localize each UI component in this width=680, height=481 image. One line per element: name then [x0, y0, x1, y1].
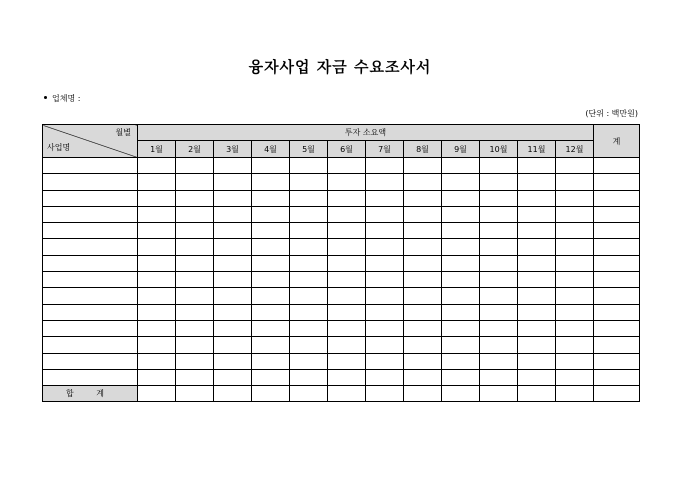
- month-amount-cell[interactable]: [290, 353, 328, 369]
- month-amount-cell[interactable]: [518, 337, 556, 353]
- company-name-line: [44, 93, 80, 104]
- month-amount-cell[interactable]: [176, 255, 214, 271]
- month-amount-cell[interactable]: [328, 206, 366, 222]
- month-amount-cell[interactable]: [366, 369, 404, 385]
- month-amount-cell[interactable]: [138, 255, 176, 271]
- month-amount-cell[interactable]: [556, 320, 594, 336]
- month-amount-cell[interactable]: [518, 223, 556, 239]
- month-amount-cell[interactable]: [138, 272, 176, 288]
- month-amount-cell[interactable]: [290, 320, 328, 336]
- month-amount-cell[interactable]: [480, 369, 518, 385]
- month-amount-cell[interactable]: [404, 304, 442, 320]
- month-amount-cell[interactable]: [214, 320, 252, 336]
- month-amount-cell[interactable]: [480, 255, 518, 271]
- month-amount-cell[interactable]: [480, 304, 518, 320]
- project-name-cell[interactable]: [43, 304, 138, 320]
- month-amount-cell[interactable]: [252, 288, 290, 304]
- row-sum-cell[interactable]: [594, 158, 640, 174]
- total-row-label: 합 계: [43, 386, 138, 402]
- month-amount-cell[interactable]: [556, 337, 594, 353]
- month-amount-cell[interactable]: [252, 272, 290, 288]
- row-sum-cell[interactable]: [594, 304, 640, 320]
- month-amount-cell[interactable]: [252, 190, 290, 206]
- month-amount-cell[interactable]: [480, 223, 518, 239]
- month-amount-cell[interactable]: [404, 369, 442, 385]
- month-amount-cell[interactable]: [556, 190, 594, 206]
- month-header-5: 5월: [290, 141, 328, 158]
- month-amount-cell[interactable]: [328, 158, 366, 174]
- row-sum-cell[interactable]: [594, 190, 640, 206]
- month-amount-cell[interactable]: [556, 304, 594, 320]
- month-amount-cell[interactable]: [404, 288, 442, 304]
- month-total-cell[interactable]: [556, 386, 594, 402]
- month-amount-cell[interactable]: [214, 239, 252, 255]
- month-amount-cell[interactable]: [328, 288, 366, 304]
- month-header-8: 8월: [404, 141, 442, 158]
- grand-total-cell[interactable]: [594, 386, 640, 402]
- month-amount-cell[interactable]: [404, 239, 442, 255]
- month-amount-cell[interactable]: [328, 223, 366, 239]
- month-amount-cell[interactable]: [556, 158, 594, 174]
- month-amount-cell[interactable]: [328, 337, 366, 353]
- project-name-cell[interactable]: [43, 369, 138, 385]
- month-amount-cell[interactable]: [518, 369, 556, 385]
- project-name-cell[interactable]: [43, 272, 138, 288]
- month-amount-cell[interactable]: [328, 239, 366, 255]
- month-amount-cell[interactable]: [442, 353, 480, 369]
- month-amount-cell[interactable]: [442, 206, 480, 222]
- month-amount-cell[interactable]: [252, 255, 290, 271]
- month-total-cell[interactable]: [290, 386, 328, 402]
- month-amount-cell[interactable]: [442, 288, 480, 304]
- month-amount-cell[interactable]: [138, 223, 176, 239]
- month-amount-cell[interactable]: [214, 304, 252, 320]
- total-row: [43, 386, 640, 402]
- month-amount-cell[interactable]: [214, 255, 252, 271]
- demand-survey-table: [42, 124, 640, 402]
- month-amount-cell[interactable]: [366, 223, 404, 239]
- month-header-6: 6월: [328, 141, 366, 158]
- month-amount-cell[interactable]: [328, 255, 366, 271]
- month-amount-cell[interactable]: [214, 223, 252, 239]
- month-amount-cell[interactable]: [138, 337, 176, 353]
- month-total-cell[interactable]: [176, 386, 214, 402]
- month-amount-cell[interactable]: [252, 239, 290, 255]
- month-amount-cell[interactable]: [176, 223, 214, 239]
- sum-column-header: 계: [594, 125, 640, 158]
- month-amount-cell[interactable]: [176, 272, 214, 288]
- month-amount-cell[interactable]: [328, 190, 366, 206]
- month-amount-cell[interactable]: [252, 337, 290, 353]
- month-amount-cell[interactable]: [138, 190, 176, 206]
- month-amount-cell[interactable]: [290, 369, 328, 385]
- month-amount-cell[interactable]: [290, 239, 328, 255]
- month-amount-cell[interactable]: [366, 158, 404, 174]
- month-amount-cell[interactable]: [176, 190, 214, 206]
- month-amount-cell[interactable]: [556, 288, 594, 304]
- month-total-cell[interactable]: [480, 386, 518, 402]
- month-amount-cell[interactable]: [214, 272, 252, 288]
- month-amount-cell[interactable]: [442, 337, 480, 353]
- month-amount-cell[interactable]: [176, 288, 214, 304]
- month-amount-cell[interactable]: [252, 223, 290, 239]
- month-total-cell[interactable]: [214, 386, 252, 402]
- row-sum-cell[interactable]: [594, 272, 640, 288]
- bullet-icon: [44, 96, 47, 99]
- table-row: [43, 158, 640, 174]
- month-amount-cell[interactable]: [442, 190, 480, 206]
- month-amount-cell[interactable]: [214, 288, 252, 304]
- project-name-header: 사업명: [47, 143, 71, 152]
- project-name-cell[interactable]: [43, 206, 138, 222]
- month-amount-cell[interactable]: [404, 223, 442, 239]
- month-amount-cell[interactable]: [328, 320, 366, 336]
- month-amount-cell[interactable]: [366, 239, 404, 255]
- month-amount-cell[interactable]: [138, 288, 176, 304]
- month-header-11: 11월: [518, 141, 556, 158]
- month-amount-cell[interactable]: [480, 158, 518, 174]
- month-total-cell[interactable]: [328, 386, 366, 402]
- table-row: [43, 353, 640, 369]
- month-amount-cell[interactable]: [518, 174, 556, 190]
- month-amount-cell[interactable]: [556, 239, 594, 255]
- month-amount-cell[interactable]: [290, 255, 328, 271]
- row-sum-cell[interactable]: [594, 337, 640, 353]
- table-row: [43, 255, 640, 271]
- month-amount-cell[interactable]: [290, 223, 328, 239]
- month-total-cell[interactable]: [518, 386, 556, 402]
- month-amount-cell[interactable]: [556, 272, 594, 288]
- project-name-cell[interactable]: [43, 337, 138, 353]
- unit-label: (단위 : 백만원): [585, 109, 638, 118]
- month-amount-cell[interactable]: [214, 174, 252, 190]
- month-amount-cell[interactable]: [290, 174, 328, 190]
- month-amount-cell[interactable]: [252, 206, 290, 222]
- month-amount-cell[interactable]: [480, 272, 518, 288]
- month-amount-cell[interactable]: [176, 353, 214, 369]
- row-sum-cell[interactable]: [594, 174, 640, 190]
- month-amount-cell[interactable]: [176, 369, 214, 385]
- month-amount-cell[interactable]: [556, 174, 594, 190]
- month-amount-cell[interactable]: [366, 304, 404, 320]
- project-name-cell[interactable]: [43, 174, 138, 190]
- month-amount-cell[interactable]: [518, 272, 556, 288]
- month-header-2: 2월: [176, 141, 214, 158]
- month-amount-cell[interactable]: [252, 369, 290, 385]
- table-row: [43, 174, 640, 190]
- month-amount-cell[interactable]: [442, 272, 480, 288]
- table-row: [43, 337, 640, 353]
- month-amount-cell[interactable]: [214, 158, 252, 174]
- project-name-cell[interactable]: [43, 255, 138, 271]
- month-amount-cell[interactable]: [442, 158, 480, 174]
- month-amount-cell[interactable]: [366, 272, 404, 288]
- month-amount-cell[interactable]: [176, 239, 214, 255]
- table-row: [43, 272, 640, 288]
- row-sum-cell[interactable]: [594, 255, 640, 271]
- row-sum-cell[interactable]: [594, 353, 640, 369]
- project-name-cell[interactable]: [43, 223, 138, 239]
- month-amount-cell[interactable]: [176, 304, 214, 320]
- month-amount-cell[interactable]: [404, 320, 442, 336]
- month-amount-cell[interactable]: [480, 288, 518, 304]
- month-amount-cell[interactable]: [556, 255, 594, 271]
- month-amount-cell[interactable]: [480, 337, 518, 353]
- month-amount-cell[interactable]: [480, 320, 518, 336]
- month-amount-cell[interactable]: [366, 337, 404, 353]
- month-amount-cell[interactable]: [442, 223, 480, 239]
- month-amount-cell[interactable]: [290, 288, 328, 304]
- month-amount-cell[interactable]: [480, 206, 518, 222]
- month-amount-cell[interactable]: [480, 174, 518, 190]
- month-amount-cell[interactable]: [556, 369, 594, 385]
- month-amount-cell[interactable]: [328, 174, 366, 190]
- month-amount-cell[interactable]: [518, 190, 556, 206]
- month-total-cell[interactable]: [404, 386, 442, 402]
- month-amount-cell[interactable]: [556, 353, 594, 369]
- month-amount-cell[interactable]: [176, 320, 214, 336]
- month-total-cell[interactable]: [366, 386, 404, 402]
- month-header-9: 9월: [442, 141, 480, 158]
- month-amount-cell[interactable]: [138, 174, 176, 190]
- month-header-4: 4월: [252, 141, 290, 158]
- month-amount-cell[interactable]: [252, 158, 290, 174]
- investment-amount-header: 투자 소요액: [138, 125, 594, 141]
- month-amount-cell[interactable]: [214, 369, 252, 385]
- month-amount-cell[interactable]: [138, 239, 176, 255]
- month-amount-cell[interactable]: [176, 206, 214, 222]
- table-row: [43, 239, 640, 255]
- month-amount-cell[interactable]: [518, 255, 556, 271]
- month-amount-cell[interactable]: [214, 206, 252, 222]
- month-amount-cell[interactable]: [404, 272, 442, 288]
- month-amount-cell[interactable]: [366, 206, 404, 222]
- month-amount-cell[interactable]: [480, 239, 518, 255]
- table-row: [43, 304, 640, 320]
- month-amount-cell[interactable]: [214, 337, 252, 353]
- month-amount-cell[interactable]: [404, 337, 442, 353]
- company-name-label: 업체명 :: [52, 94, 81, 103]
- month-amount-cell[interactable]: [366, 320, 404, 336]
- table-row: [43, 206, 640, 222]
- month-header-7: 7월: [366, 141, 404, 158]
- project-name-cell[interactable]: [43, 190, 138, 206]
- month-amount-cell[interactable]: [328, 369, 366, 385]
- month-amount-cell[interactable]: [252, 304, 290, 320]
- month-amount-cell[interactable]: [518, 288, 556, 304]
- month-amount-cell[interactable]: [518, 304, 556, 320]
- table-row: [43, 288, 640, 304]
- row-sum-cell[interactable]: [594, 206, 640, 222]
- month-amount-cell[interactable]: [214, 353, 252, 369]
- month-amount-cell[interactable]: [404, 255, 442, 271]
- month-amount-cell[interactable]: [176, 158, 214, 174]
- month-amount-cell[interactable]: [138, 369, 176, 385]
- month-amount-cell[interactable]: [442, 369, 480, 385]
- month-amount-cell[interactable]: [290, 206, 328, 222]
- month-amount-cell[interactable]: [366, 190, 404, 206]
- month-header-10: 10월: [480, 141, 518, 158]
- document-title: 융자사업 자금 수요조사서: [248, 58, 432, 76]
- row-sum-cell[interactable]: [594, 223, 640, 239]
- month-amount-cell[interactable]: [176, 337, 214, 353]
- table-row: [43, 369, 640, 385]
- table-row: [43, 190, 640, 206]
- month-amount-cell[interactable]: [138, 304, 176, 320]
- diagonal-header-cell: [43, 125, 138, 158]
- month-amount-cell[interactable]: [442, 255, 480, 271]
- month-amount-cell[interactable]: [518, 353, 556, 369]
- row-sum-cell[interactable]: [594, 288, 640, 304]
- month-amount-cell[interactable]: [366, 174, 404, 190]
- month-amount-cell[interactable]: [366, 255, 404, 271]
- month-amount-cell[interactable]: [518, 158, 556, 174]
- month-amount-cell[interactable]: [404, 158, 442, 174]
- month-amount-cell[interactable]: [442, 239, 480, 255]
- month-header-3: 3월: [214, 141, 252, 158]
- row-sum-cell[interactable]: [594, 369, 640, 385]
- project-name-cell[interactable]: [43, 239, 138, 255]
- month-amount-cell[interactable]: [556, 206, 594, 222]
- month-total-cell[interactable]: [138, 386, 176, 402]
- month-amount-cell[interactable]: [252, 320, 290, 336]
- month-amount-cell[interactable]: [138, 353, 176, 369]
- project-name-cell[interactable]: [43, 320, 138, 336]
- month-total-cell[interactable]: [252, 386, 290, 402]
- month-amount-cell[interactable]: [290, 190, 328, 206]
- month-amount-cell[interactable]: [328, 353, 366, 369]
- month-amount-cell[interactable]: [290, 158, 328, 174]
- month-amount-cell[interactable]: [404, 190, 442, 206]
- month-amount-cell[interactable]: [290, 272, 328, 288]
- month-amount-cell[interactable]: [290, 337, 328, 353]
- month-amount-cell[interactable]: [442, 320, 480, 336]
- month-amount-cell[interactable]: [480, 353, 518, 369]
- month-amount-cell[interactable]: [518, 239, 556, 255]
- row-sum-cell[interactable]: [594, 320, 640, 336]
- month-amount-cell[interactable]: [404, 174, 442, 190]
- month-total-cell[interactable]: [442, 386, 480, 402]
- month-amount-cell[interactable]: [404, 206, 442, 222]
- month-amount-cell[interactable]: [252, 174, 290, 190]
- month-amount-cell[interactable]: [518, 206, 556, 222]
- month-axis-label: 월별: [115, 128, 131, 137]
- project-name-cell[interactable]: [43, 353, 138, 369]
- month-amount-cell[interactable]: [252, 353, 290, 369]
- project-name-cell[interactable]: [43, 288, 138, 304]
- month-amount-cell[interactable]: [328, 304, 366, 320]
- month-amount-cell[interactable]: [442, 304, 480, 320]
- project-name-cell[interactable]: [43, 158, 138, 174]
- month-amount-cell[interactable]: [366, 288, 404, 304]
- month-amount-cell[interactable]: [366, 353, 404, 369]
- month-amount-cell[interactable]: [518, 320, 556, 336]
- month-amount-cell[interactable]: [138, 206, 176, 222]
- month-amount-cell[interactable]: [290, 304, 328, 320]
- table-row: [43, 320, 640, 336]
- row-sum-cell[interactable]: [594, 239, 640, 255]
- month-amount-cell[interactable]: [214, 190, 252, 206]
- table-header-row: [43, 125, 640, 141]
- month-amount-cell[interactable]: [138, 320, 176, 336]
- month-amount-cell[interactable]: [442, 174, 480, 190]
- month-amount-cell[interactable]: [138, 158, 176, 174]
- month-header-1: 1월: [138, 141, 176, 158]
- month-amount-cell[interactable]: [556, 223, 594, 239]
- month-amount-cell[interactable]: [480, 190, 518, 206]
- month-amount-cell[interactable]: [176, 174, 214, 190]
- month-amount-cell[interactable]: [404, 353, 442, 369]
- table-row: [43, 223, 640, 239]
- month-header-12: 12월: [556, 141, 594, 158]
- month-amount-cell[interactable]: [328, 272, 366, 288]
